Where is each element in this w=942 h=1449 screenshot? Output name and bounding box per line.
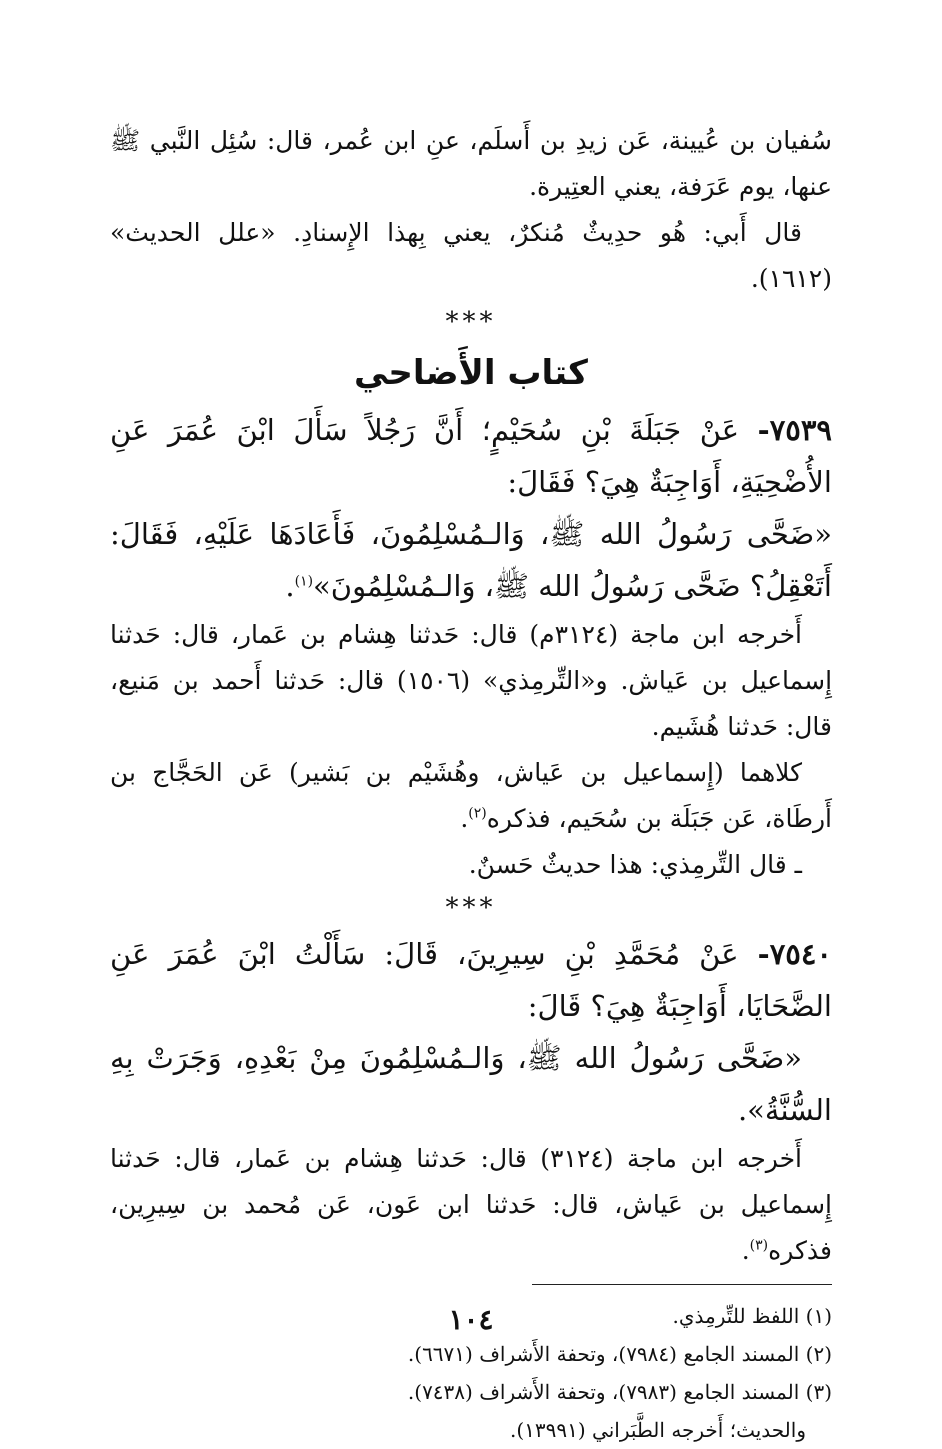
- takhrij-end: .: [741, 1236, 750, 1265]
- takhrij-end: .: [460, 804, 469, 833]
- hadith-number: ٧٥٤٠-: [757, 937, 832, 971]
- hadith-7539: [110, 404, 832, 508]
- takhrij-paragraph: [110, 1136, 832, 1274]
- footnote-ref-3[interactable]: (٣): [749, 1237, 769, 1254]
- hadith-quote: «ضَحَّى رَسُولُ الله ﷺ، وَالـمُسْلِمُونَ، فَأَعَادَهَا عَلَيْهِ، فَقَالَ: أَتَعْقِلُ؟ ضَحَّى رَسُولُ الله ﷺ، وَالـمُسْلِمُونَ»: [110, 517, 832, 603]
- hadith-number: ٧٥٣٩-: [757, 413, 832, 447]
- footnote-2: (٢) المسند الجامع (٧٩٨٤)، وتحفة الأَشراف (٦٦٧١).: [407, 1342, 832, 1366]
- separator-stars: ***: [445, 307, 497, 337]
- takhrij-text: كلاهما (إِسماعيل بن عَياش، وهُشَيْم بن بَشير) عَن الحَجَّاج بن أَرطَاة، عَن جَبَلَة بن سُحَيم، فذكره: [110, 758, 832, 833]
- footnote-1: (١) اللفظ للتِّرمِذي.: [672, 1304, 832, 1328]
- page-number: ١٠٤: [448, 1303, 494, 1336]
- hadith-7540: [110, 928, 832, 1032]
- takhrij-text: أَخرجه ابن ماجة (٣١٢٤) قال: حَدثنا هِشام بن عَمار، قال: حَدثنا إِسماعيل بن عَياش، قال: حَدثنا ابن عَون، عَن مُحمد بن سِيرِين، فذكره: [110, 1144, 832, 1265]
- quote-end: .: [285, 569, 295, 603]
- footnote-ref-1[interactable]: (١): [294, 573, 314, 590]
- paragraph-ilal-quote: قال أَبي: هُو حدِيثٌ مُنكرٌ، يعني بِهذا الإِسنادِ. «علل الحديث» (١٦١٢).: [110, 218, 832, 293]
- page-body: [110, 118, 832, 1449]
- hadith-7539-quote: [110, 508, 832, 612]
- hadith-7540-quote: «ضَحَّى رَسُولُ الله ﷺ، وَالـمُسْلِمُونَ مِنْ بَعْدِهِ، وَجَرَتْ بِهِ السُّنَّةُ».: [110, 1041, 832, 1127]
- takhrij-paragraph: [110, 750, 832, 842]
- paragraph-continuation: سُفيان بن عُيينة، عَن زيدِ بن أَسلَم، عنِ ابن عُمر، قال: سُئِل النَّبي ﷺ عنها، يوم عَرَفة، يعني العتِيرة.: [110, 126, 832, 201]
- footnote-ref-2[interactable]: (٢): [468, 805, 487, 822]
- hadith-text: عَنْ مُحَمَّدِ بْنِ سِيرِينَ، قَالَ: سَأَلْتُ ابْنَ عُمَرَ عَنِ الضَّحَايَا، أَوَاجِبَةٌ هِيَ؟ قَالَ:: [110, 937, 832, 1023]
- separator-stars: ***: [445, 893, 497, 923]
- footnote-3: (٣) المسند الجامع (٧٩٨٣)، وتحفة الأَشراف (٧٤٣٨).: [407, 1380, 832, 1404]
- takhrij-paragraph: أَخرجه ابن ماجة (٣١٢٤م) قال: حَدثنا هِشام بن عَمار، قال: حَدثنا إِسماعيل بن عَياش. و«التِّرمِذي» (١٥٠٦) قال: حَدثنا أَحمد بن مَنيع، قال: حَدثنا هُشَيم.: [110, 620, 833, 741]
- hadith-text: عَنْ جَبَلَةَ بْنِ سُحَيْمٍ؛ أَنَّ رَجُلاً سَأَلَ ابْنَ عُمَرَ عَنِ الأُضْحِيَةِ، أَوَاجِبَةٌ هِيَ؟ فَقَالَ:: [110, 413, 832, 499]
- footnote-3-continuation: والحديث؛ أَخرجه الطَّبَراني (١٣٩٩١).: [509, 1418, 806, 1442]
- tirmidhi-grading: ـ قال التِّرمِذي: هذا حديثٌ حَسنٌ.: [468, 850, 802, 879]
- section-title: كتاب الأَضاحي: [354, 353, 588, 393]
- footnote-divider: [532, 1284, 832, 1285]
